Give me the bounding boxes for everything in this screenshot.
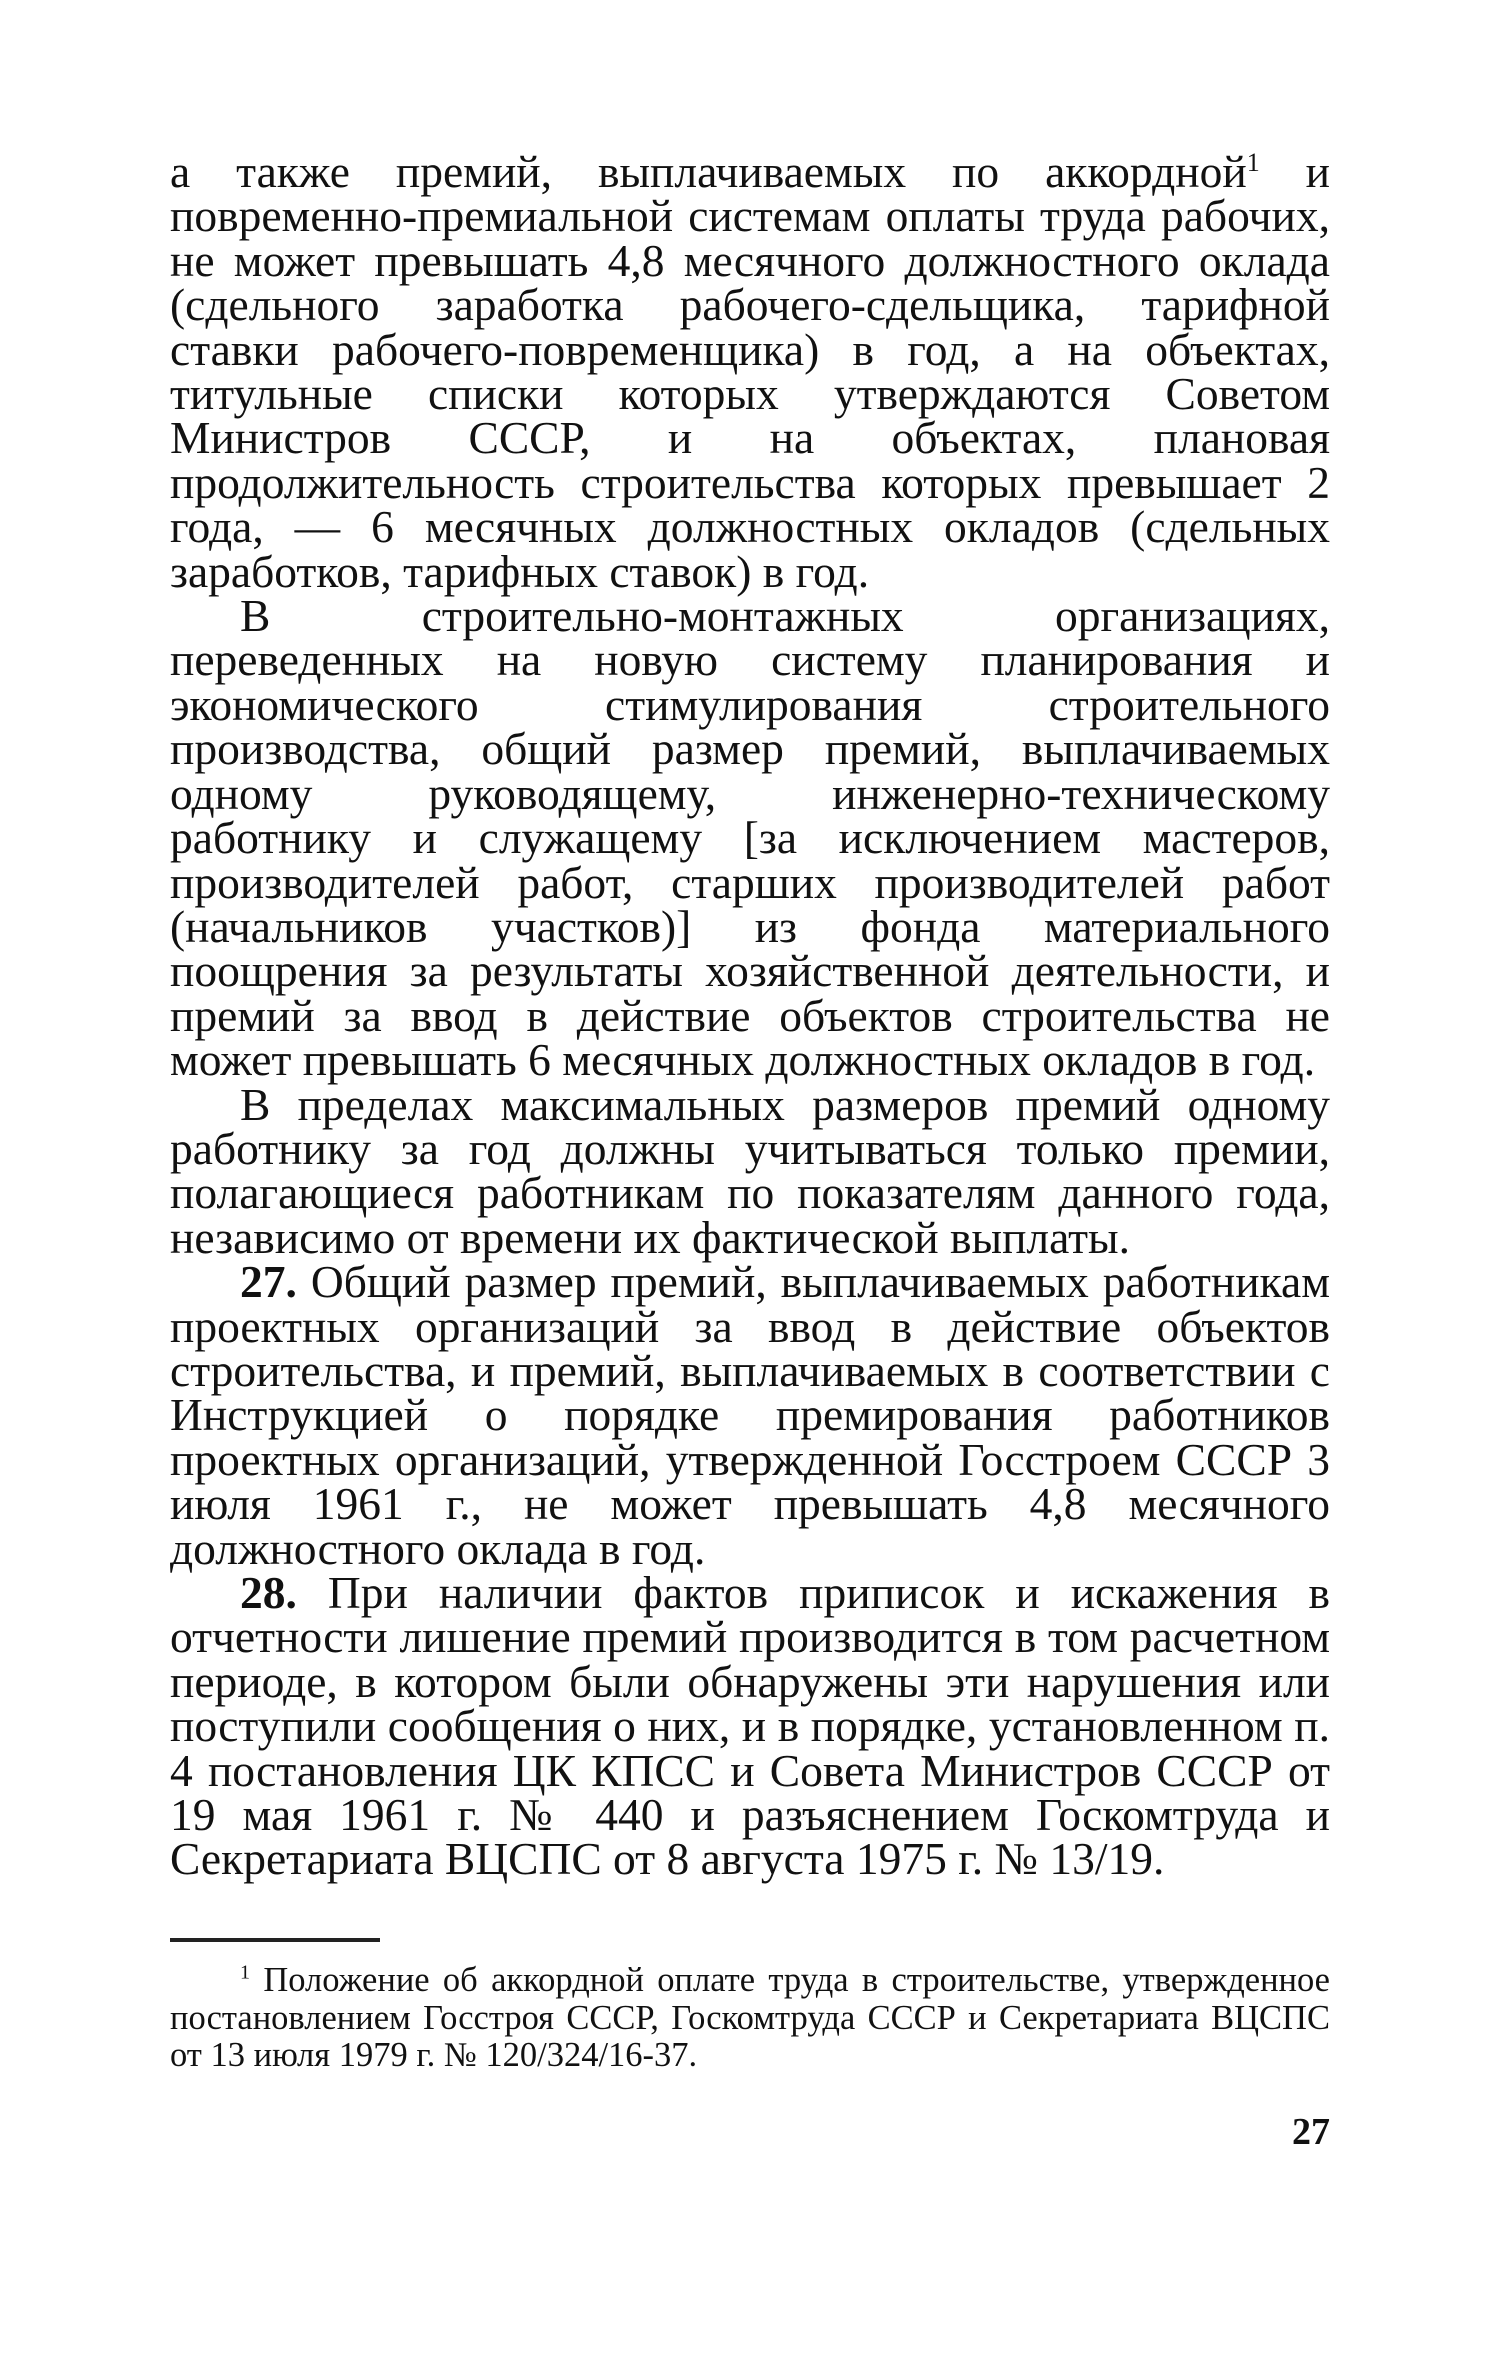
footnote — [170, 1962, 1330, 2075]
footnote-text: Положение об аккордной оплате труда в строительстве, утвержденное постановлением Госстроя СССР, Госкомтруда СССР и Секретариата ВЦСПС от 13 июля 1979 г. № 120/324/16-37. — [170, 1961, 1330, 2074]
footnote-reference: 1 — [1246, 147, 1260, 177]
clause-number: 27. — [240, 1256, 297, 1308]
clause-number: 28. — [240, 1567, 297, 1618]
paragraph-maximum-bonus-limits: В пределах максимальных размеров премий одному работнику за год должны учитываться только премии, полагающиеся работникам по показателям данного года, независимо от времени их фактической выплаты. — [170, 1078, 1330, 1263]
paragraph-continuation — [170, 146, 1330, 597]
paragraph-clause-27 — [170, 1256, 1330, 1574]
paragraph-text-before-footnote-ref: а также премий, выплачиваемых по аккордной — [170, 146, 1247, 197]
document-page — [170, 146, 1330, 2300]
clause-text: Общий размер премий, выплачиваемых работникам проектных организаций за ввод в действие объектов строительства, и премий, выплачиваемых в соответствии с Инструкцией о порядке премирования работников проектных организаций, утвержденной Госстроем СССР 3 июля 1961 г., не может превышать 4,8 месячного должностного оклада в год. — [170, 1256, 1330, 1574]
footnote-separator-rule — [170, 1938, 380, 1942]
footnote-mark: 1 — [240, 1961, 250, 1984]
clause-text: При наличии фактов приписок и искажения в отчетности лишение премий производится в том расчетном периоде, в котором были обнаружены эти нарушения или поступили сообщения о них, и в порядке, установленном п. 4 постановления ЦК КПСС и Совета Министров СССР от 19 мая 1961 г. № 440 и разъяснением Госкомтруда и Секретариата ВЦСПС от 8 августа 1975 г. № 13/19. — [170, 1567, 1330, 1885]
paragraph-clause-28 — [170, 1567, 1330, 1885]
paragraph-text-after-footnote-ref: и повременно-премиальной системам оплаты труда рабочих, не может превышать 4,8 месячного должностного оклада (сдельного заработка рабочего-сдельщика, тарифной ставки рабочего-повременщика) в год, а на объектах, титульные списки которых утверждаются Советом Министров СССР, и на объектах, плановая продолжительность строительства которых превышает 2 года, — 6 месячных должностных окладов (сдельных заработков, тарифных ставок) в год. — [170, 146, 1330, 597]
paragraph-construction-organizations: В строительно-монтажных организациях, переведенных на новую систему планирования и экономического стимулирования строительного производства, общий размер премий, выплачиваемых одному руководящему, инженерно-техническому работнику и служащему [за исключением мастеров, производителей работ, старших производителей работ (начальников участков)] из фонда материального поощрения за результаты хозяйственной деятельности, и премий за ввод в действие объектов строительства не может превышать 6 месячных должностных окладов в год. — [170, 590, 1330, 1086]
page-number: 27 — [1292, 2111, 1330, 2153]
